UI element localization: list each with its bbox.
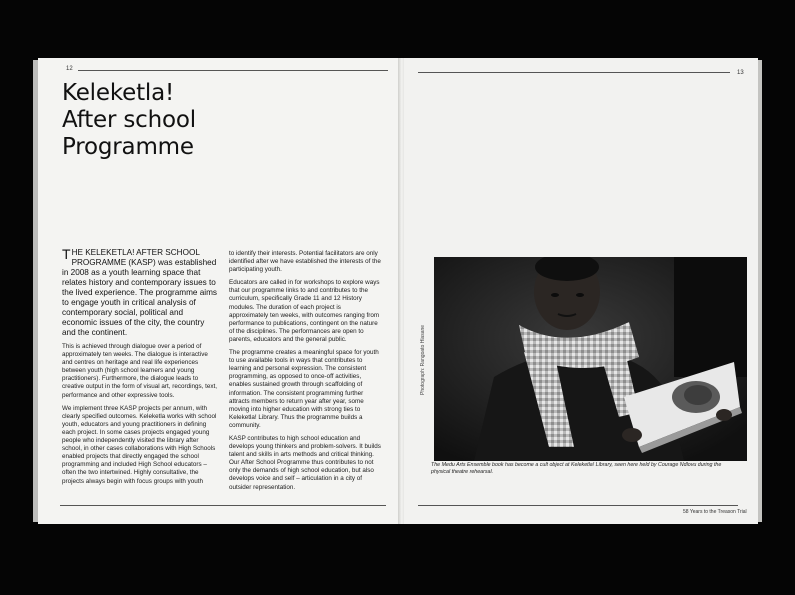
lead-text: HE KELEKETLA! AFTER SCHOOL PROGRAMME (KASP) was established in 2008 as a youth learning space that relates history and contemporary issues to the lived experience. The programme aims to engage youth in critical analysis of contemporary social, political and economic issues of the city, the country and the continent. <box>62 248 218 337</box>
photo-credit: Photograph: Rangoato Hlasane <box>420 324 426 395</box>
paragraph: We implement three KASP projects per annum, with clearly specified outcomes. Keleketla works with school youth, educators and young practitioners in defining each project. In some cases projects engaged young people who independently visited the library after school, in other cases collaborations with High Schools enabled projects that directly engaged the school programming and included High School educators – often the two intertwined. Highly consultative, the projects always begin with focus groups with youth <box>62 404 217 485</box>
paragraph: The programme creates a meaningful space for youth to use available tools in ways that contributes to learning and personal expression. The consistent programming, as opposed to once-off activities, enables sustained growth through scaffolding of information. The consistent programming further attracts members to return year after year, some moving into higher education with strong ties to Keleketla! Library. Thus the programme builds a community. <box>229 349 379 429</box>
photograph <box>434 257 747 461</box>
paragraph: Educators are called in for workshops to explore ways that our programme links to and contributes to the curriculum, specifically Grade 11 and 12 History modules. The duration of each project is approximately ten weeks, with outcomes ranging from performance to publications, contingent on the nature of the disciplines. The performances are open to parents, educators and the general public. <box>229 279 380 343</box>
text-column-left <box>62 248 220 491</box>
paragraph: to identify their interests. Potential facilitators are only identified after we have established the interests of the participating youth. <box>229 250 381 274</box>
photo-illustration <box>434 257 747 461</box>
photo-caption: The Medu Arts Ensemble book has become a cult object at Keleketla! Library, seen here held by Courage Ndlovu during the physical theatre rehearsal. <box>431 462 722 475</box>
paragraph: This is achieved through dialogue over a period of approximately ten weeks. The dialogue is interactive and centres on heritage and real life experiences between youth (high school learners and young practitioners). Furthermore, the dialogue leads to creative output in the form of visual art, recordings, text, performance and other expressive tools. <box>62 343 218 399</box>
book-right-edge <box>758 60 762 522</box>
page-title: Keleketla! After school Programme <box>62 80 196 160</box>
lead-paragraph <box>62 248 220 338</box>
paragraph: KASP contributes to high school education and develops young thinkers and problem-solvers. It builds talent and skills in arts methods and critical thinking. Our After School Programme thus contributes to not only the demands of high school education, but also develops voice and self – articulation in a city of outsider representation. <box>229 434 381 491</box>
page-number-right: 13 <box>737 70 744 76</box>
running-footer: 58 Years to the Treason Trial <box>683 509 747 515</box>
drop-cap: T <box>62 246 71 262</box>
text-column-right <box>229 250 381 497</box>
book-spine <box>398 58 404 524</box>
page-number-left: 12 <box>66 66 73 72</box>
header-rule-left <box>78 70 388 71</box>
header-rule-right <box>418 72 730 73</box>
footer-rule-right <box>418 505 738 506</box>
footer-rule-left <box>60 505 386 506</box>
